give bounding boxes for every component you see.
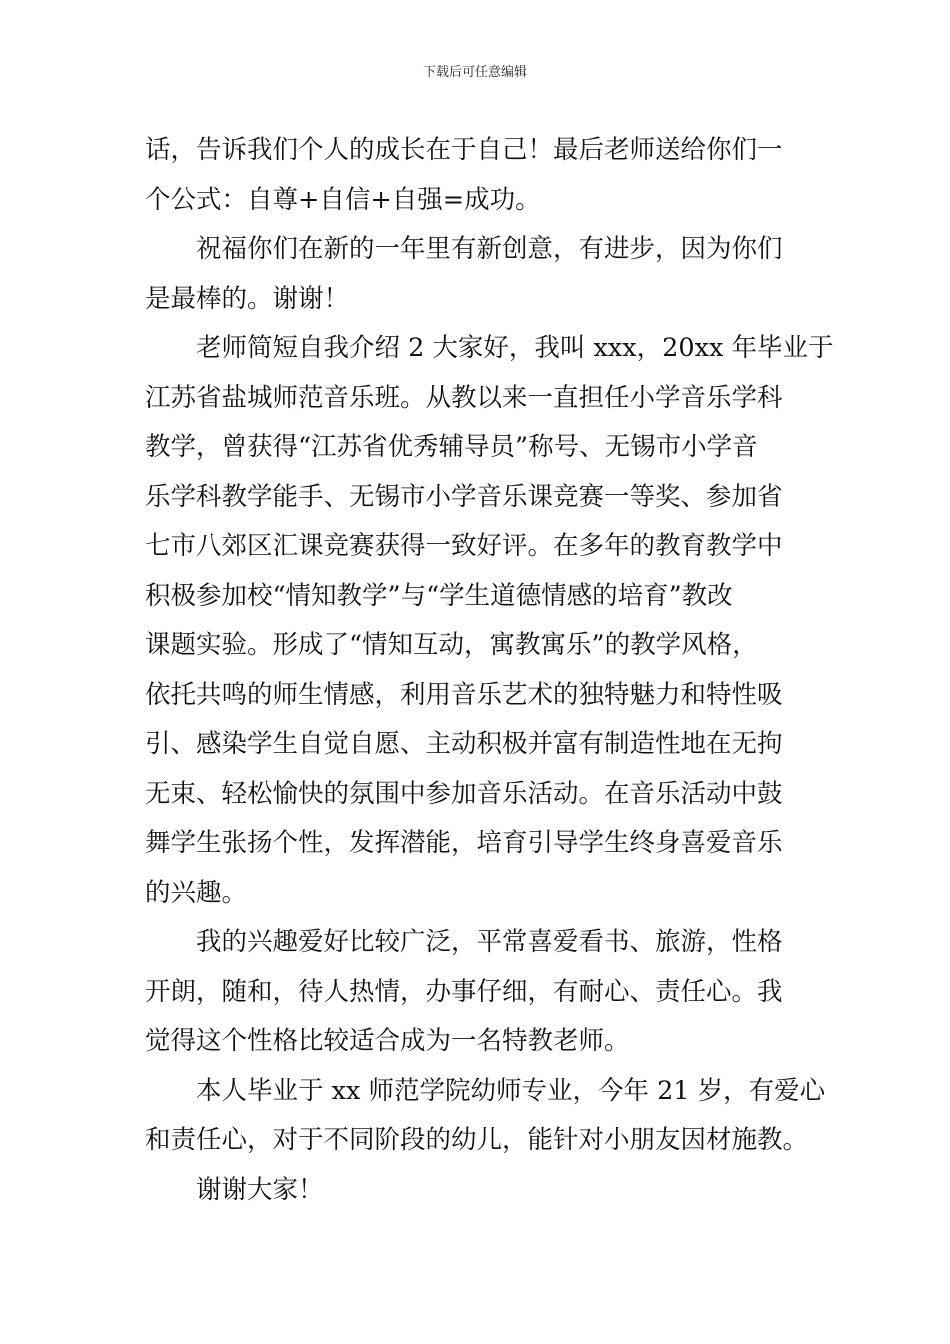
paragraph [145, 918, 805, 1067]
paragraph [145, 225, 805, 324]
text-line: 祝福你们在新的一年里有新创意，有进步，因为你们 [196, 234, 783, 264]
text-line: 积极参加校“情知教学”与“学生道德情感的培育”教改 [145, 580, 733, 611]
text-line: 觉得这个性格比较适合成为一名特教老师。 [145, 1026, 630, 1056]
text-line: 是最棒的。谢谢！ [145, 283, 350, 314]
text-line: 的兴趣。 [145, 877, 248, 908]
text-line: 依托共鸣的师生情感，利用音乐艺术的独特魅力和特性吸 [145, 679, 783, 710]
text-line: 个公式：自尊+自信+自强=成功。 [145, 184, 541, 215]
text-line: 七市八郊区汇课竞赛获得一致好评。在多年的教育教学中 [145, 531, 783, 561]
text-line: 开朗，随和，待人热情，办事仔细，有耐心、责任心。我 [145, 976, 783, 1007]
document-body [145, 126, 834, 1215]
page-header: 下载后可任意编辑 [422, 65, 527, 80]
text-line: 谢谢大家！ [196, 1174, 324, 1205]
paragraph [145, 1166, 805, 1216]
text-line: 话，告诉我们个人的成长在于自己！最后老师送给你们一 [145, 135, 783, 165]
text-line: 舞学生张扬个性，发挥潜能，培育引导学生终身喜爱音乐 [145, 828, 783, 858]
text-line: 课题实验。形成了“情知互动，寓教寓乐”的教学风格， [145, 630, 758, 660]
text-line: 江苏省盐城师范音乐班。从教以来一直担任小学音乐学科 [145, 382, 783, 413]
text-line: 引、感染学生自觉自愿、主动积极并富有制造性地在无拘 [145, 729, 783, 759]
text-line: 和责任心，对于不同阶段的幼儿，能针对小朋友因材施教。 [145, 1125, 809, 1155]
paragraph [145, 324, 834, 918]
text-line: 本人毕业于 xx 师范学院幼师专业，今年 21 岁，有爱心 [196, 1075, 826, 1106]
text-line: 无束、轻松愉快的氛围中参加音乐活动。在音乐活动中鼓 [145, 778, 783, 809]
text-line: 我的兴趣爱好比较广泛，平常喜爱看书、旅游，性格 [196, 927, 783, 957]
paragraph [145, 1067, 826, 1166]
text-line: 教学，曾获得“江苏省优秀辅导员”称号、无锡市小学音 [145, 432, 758, 462]
text-line: 乐学科教学能手、无锡市小学音乐课竞赛一等奖、参加省 [145, 481, 783, 512]
paragraph [145, 126, 805, 225]
text-line: 老师简短自我介绍 2 大家好，我叫 xxx，20xx 年毕业于 [196, 333, 834, 363]
